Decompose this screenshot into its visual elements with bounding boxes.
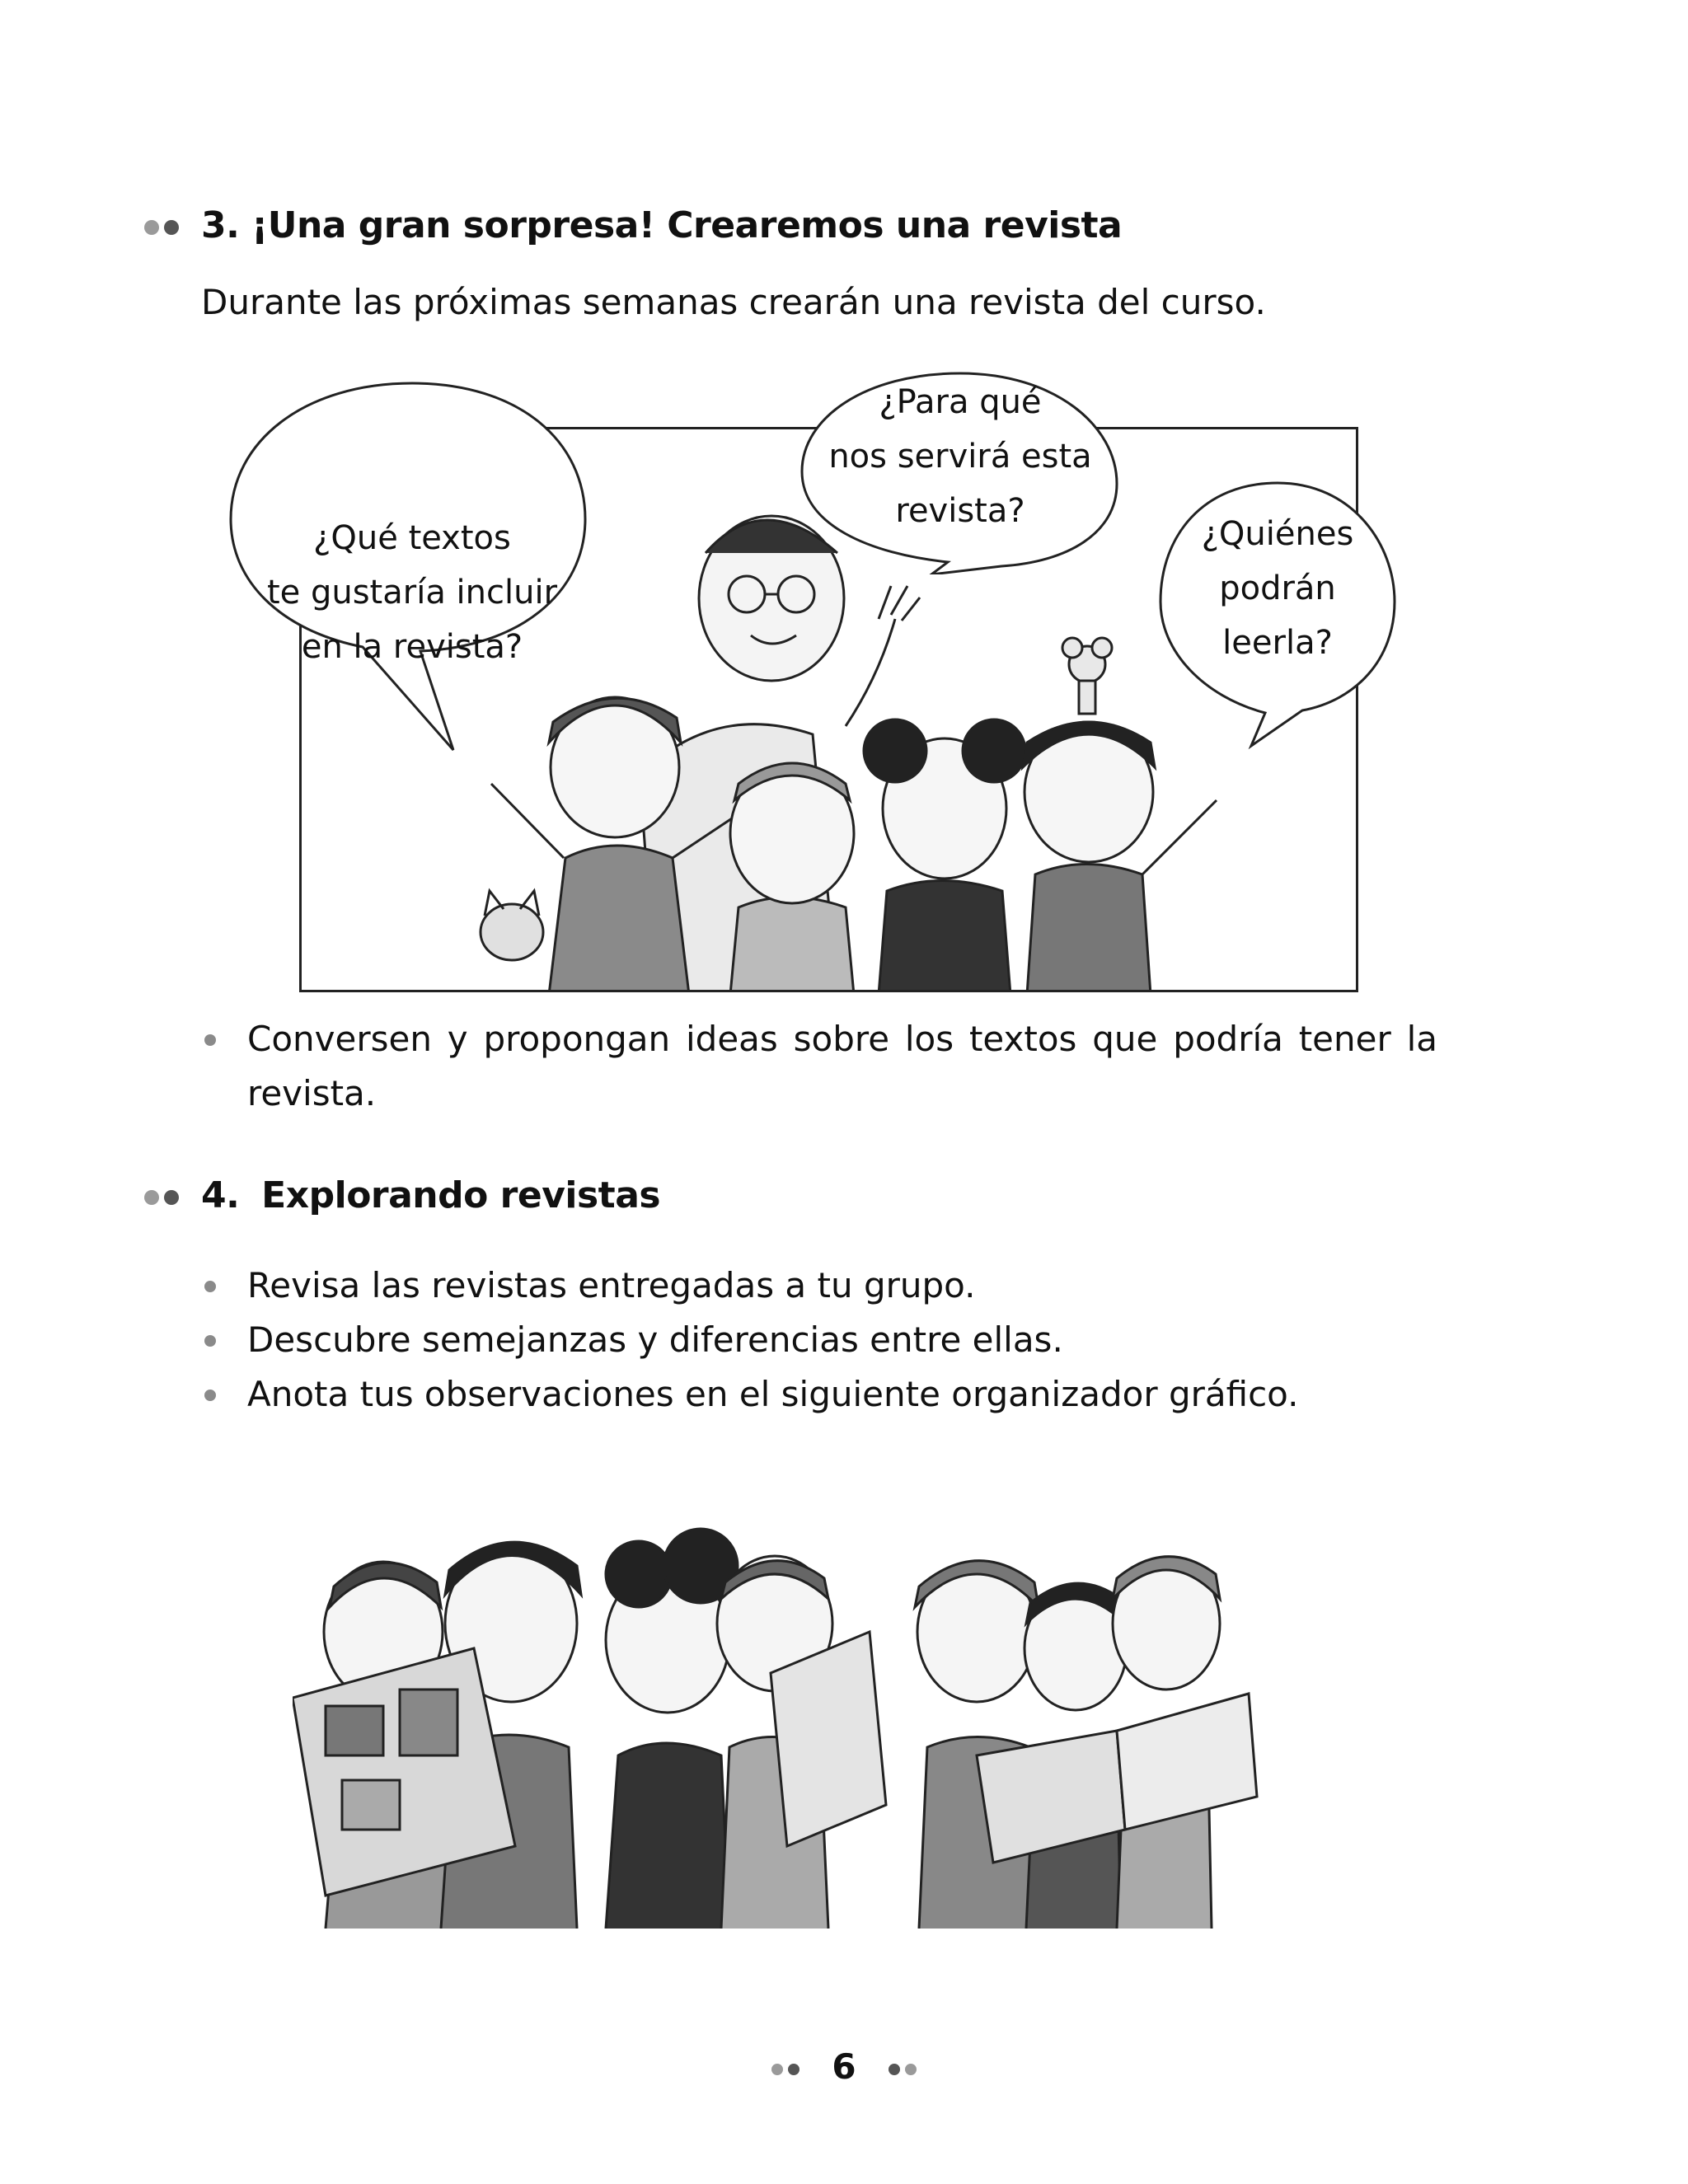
- section-3-intro: Durante las próximas semanas crearán una revista del curso.: [201, 282, 1266, 322]
- section-3-bullets: [201, 1012, 1437, 1121]
- section-3-heading: 3. ¡Una gran sorpresa! Crearemos una revista: [201, 204, 1123, 246]
- bullet-text-line: revista.: [247, 1073, 377, 1113]
- bubble-line: podrán: [1219, 569, 1336, 607]
- list-item: Descubre semejanzas y diferencias entre ellas.: [201, 1313, 1437, 1367]
- page-number: [0, 2046, 1688, 2087]
- speech-bubble-right-text: [1162, 507, 1393, 670]
- section-4-title: Explorando revistas: [261, 1174, 661, 1216]
- page-number-text: 6: [832, 2046, 856, 2087]
- section-4-bullets: [201, 1258, 1437, 1422]
- list-item: [201, 1012, 1437, 1121]
- bullet-text-line: Conversen y propongan ideas sobre los textos que podría tener la: [247, 1019, 1437, 1059]
- bubble-line: ¿Para qué: [879, 383, 1042, 421]
- section-4-number: 4.: [201, 1174, 240, 1216]
- list-item: Anota tus observaciones en el siguiente organizador gráfico.: [201, 1367, 1437, 1422]
- bubble-line: ¿Qué textos: [313, 519, 511, 557]
- double-dot-icon: [144, 218, 184, 235]
- bubble-line: en la revista?: [301, 628, 523, 666]
- section-4-heading: [201, 1174, 660, 1216]
- children-reading-magazines-illustration: [293, 1483, 1315, 1929]
- speech-bubble-middle-text: [808, 375, 1113, 538]
- double-dot-icon: [144, 1188, 184, 1205]
- bubble-line: leerla?: [1222, 624, 1333, 662]
- bubble-line: nos servirá esta: [828, 438, 1092, 476]
- bubble-line: revista?: [895, 492, 1025, 530]
- bubble-line: te gustaría incluir: [266, 574, 558, 612]
- bubble-line: ¿Quiénes: [1201, 515, 1354, 553]
- speech-bubble-left-text: [239, 511, 585, 674]
- list-item: Revisa las revistas entregadas a tu grupo.: [201, 1258, 1437, 1313]
